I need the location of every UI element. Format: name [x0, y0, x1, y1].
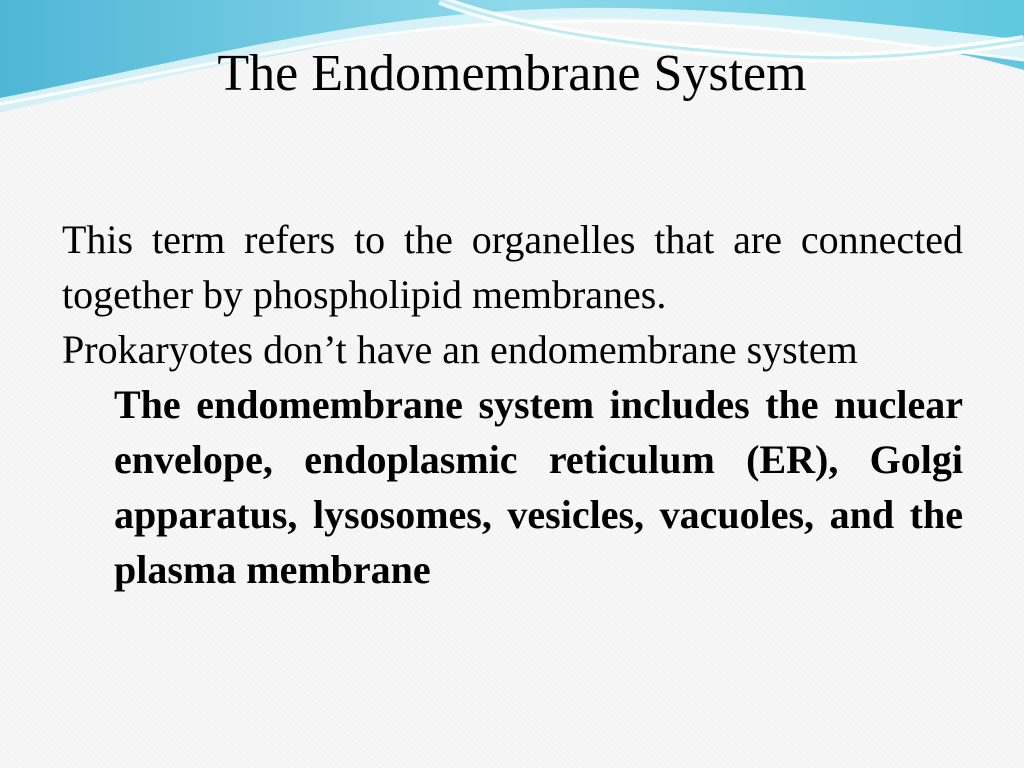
body-paragraph-components: The endomembrane system includes the nuclear envelope, endoplasmic reticulum (ER), Golgi apparatus, lysosomes, vesicles, vacuoles, and the plasma membrane	[114, 382, 963, 592]
slide-title: The Endomembrane System	[217, 45, 807, 102]
slide-body	[62, 212, 963, 597]
body-paragraph-definition: This term refers to the organelles that are connected together by phospholipid membranes.	[62, 217, 963, 317]
body-paragraph-prokaryotes: Prokaryotes don’t have an endomembrane system	[62, 327, 858, 372]
